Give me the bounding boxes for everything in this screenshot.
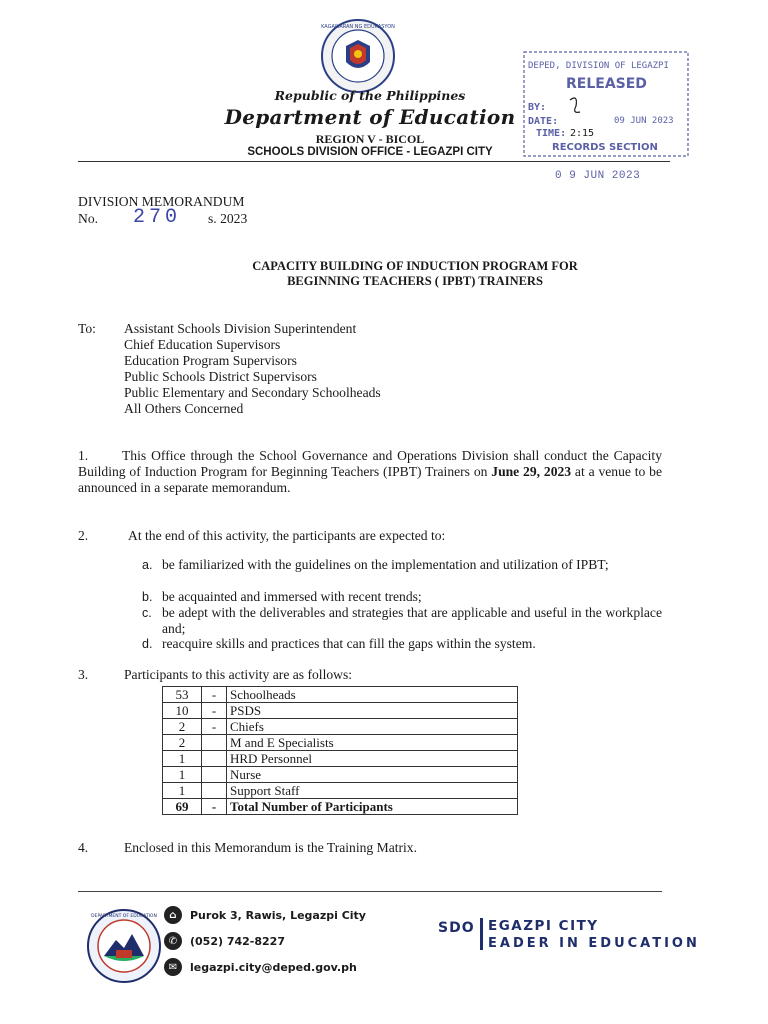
- stamp-date-value: 09 JUN 2023: [614, 116, 674, 126]
- participant-label: Total Number of Participants: [227, 799, 518, 815]
- email-text[interactable]: legazpi.city@deped.gov.ph: [190, 960, 357, 974]
- objective-mark: b.: [142, 590, 153, 604]
- table-row: [163, 751, 518, 767]
- activity-date: June 29, 2023: [491, 464, 572, 479]
- participant-count: 1: [163, 751, 202, 767]
- participant-count: 2: [163, 735, 202, 751]
- footer-address: [164, 906, 366, 924]
- paragraph-1-pre: This Office through the School Governance and Operations Division shall conduct the Capacity Building of Induction Program for Beginning Teachers (IPBT) Trainers on: [78, 448, 662, 479]
- objective-mark: a.: [142, 558, 153, 572]
- location-icon: ⌂: [164, 906, 182, 924]
- participant-label: HRD Personnel: [227, 751, 518, 767]
- paragraph-1-post: at a venue to be announced in a separate memorandum.: [78, 464, 663, 495]
- participant-dash: -: [202, 799, 227, 815]
- memo-title-line2: BEGINNING TEACHERS ( IPBT) TRAINERS: [287, 274, 543, 288]
- table-row: [163, 719, 518, 735]
- participant-label: Support Staff: [227, 783, 518, 799]
- recipient: All Others Concerned: [124, 401, 244, 416]
- stamp-office: DEPED, DIVISION OF LEGAZPI: [528, 61, 669, 71]
- stamp-time-label: TIME:: [536, 128, 567, 139]
- table-row: [163, 767, 518, 783]
- participant-label: Nurse: [227, 767, 518, 783]
- participants-table: [162, 686, 518, 815]
- paragraph-4: [78, 840, 418, 856]
- header-divider: [78, 161, 670, 162]
- stamp-status: RELEASED: [566, 76, 647, 92]
- participant-dash: [202, 735, 227, 751]
- stamp-time-value: 2:15: [570, 128, 595, 139]
- paragraph-3-text: Participants to this activity are as follows:: [124, 667, 353, 682]
- deped-division-logo-icon: [86, 908, 162, 984]
- participant-count: 10: [163, 703, 202, 719]
- participant-label: Chiefs: [227, 719, 518, 735]
- objective-mark: d.: [142, 637, 153, 651]
- released-stamp: [522, 50, 692, 158]
- recipient: Assistant Schools Division Superintendent: [124, 321, 357, 336]
- participant-label: Schoolheads: [227, 687, 518, 703]
- phone-icon: ✆: [164, 932, 182, 950]
- table-total-row: [163, 799, 518, 815]
- participant-dash: -: [202, 687, 227, 703]
- participant-dash: [202, 751, 227, 767]
- paragraph-2-text: At the end of this activity, the participants are expected to:: [128, 528, 446, 543]
- office-line: SCHOOLS DIVISION OFFICE - LEGAZPI CITY: [247, 146, 493, 158]
- participant-count: 1: [163, 783, 202, 799]
- paragraph-2: [78, 528, 446, 544]
- seal-lettering: KAGAWARAN NG EDUKASYON: [321, 24, 395, 30]
- logo-lettering: DEPARTMENT OF EDUCATION: [91, 914, 157, 919]
- recipient: Education Program Supervisors: [124, 353, 297, 368]
- brand-city: EGAZPI CITY: [488, 918, 599, 934]
- table-row: [163, 687, 518, 703]
- objective-text: be adept with the deliverables and strategies that are applicable and useful in the workplace and;: [162, 605, 662, 636]
- deped-seal-icon: [320, 18, 396, 94]
- memo-number: 270: [133, 206, 182, 229]
- paragraph-1-number: 1.: [78, 448, 89, 463]
- brand-tagline: EADER IN EDUCATION: [488, 936, 700, 951]
- table-row: [163, 735, 518, 751]
- participant-count: 53: [163, 687, 202, 703]
- participant-dash: [202, 767, 227, 783]
- region-line: REGION V - BICOL: [315, 132, 425, 146]
- participant-label: PSDS: [227, 703, 518, 719]
- paragraph-3-number: 3.: [78, 667, 89, 682]
- participant-dash: -: [202, 719, 227, 735]
- department-name: Department of Education: [224, 105, 516, 129]
- table-row: [163, 703, 518, 719]
- paragraph-3: [78, 667, 353, 683]
- paragraph-2-number: 2.: [78, 528, 89, 543]
- participant-count: 2: [163, 719, 202, 735]
- brand-l-bar: [480, 918, 483, 950]
- participant-count: 69: [163, 799, 202, 815]
- participant-dash: -: [202, 703, 227, 719]
- objective-text: be familiarized with the guidelines on the implementation and utilization of IPBT;: [162, 557, 609, 572]
- memo-series: s. 2023: [208, 211, 248, 226]
- stamp-signature-icon: [570, 98, 580, 112]
- stamp-section: RECORDS SECTION: [552, 142, 658, 153]
- paragraph-4-text: Enclosed in this Memorandum is the Training Matrix.: [124, 840, 418, 855]
- footer-email[interactable]: [164, 958, 357, 976]
- recipient-list: [124, 321, 381, 417]
- participant-label: M and E Specialists: [227, 735, 518, 751]
- footer-divider: [78, 891, 662, 892]
- received-date: 0 9 JUN 2023: [555, 170, 641, 182]
- address-text: Purok 3, Rawis, Legazpi City: [190, 908, 366, 922]
- stamp-date-label: DATE:: [528, 116, 559, 127]
- to-label: To:: [78, 321, 96, 336]
- table-row: [163, 783, 518, 799]
- paragraph-1: [78, 448, 662, 496]
- footer-phone: [164, 932, 285, 950]
- memo-no-label: No.: [78, 211, 99, 226]
- objective-mark: c.: [142, 606, 152, 620]
- memo-type: DIVISION MEMORANDUM: [78, 194, 245, 209]
- stamp-by-label: BY:: [528, 102, 547, 113]
- memo-title-line1: CAPACITY BUILDING OF INDUCTION PROGRAM FOR: [252, 259, 578, 273]
- participant-count: 1: [163, 767, 202, 783]
- recipient: Chief Education Supervisors: [124, 337, 281, 352]
- objective-text: reacquire skills and practices that can fill the gaps within the system.: [162, 636, 536, 651]
- recipient: Public Schools District Supervisors: [124, 369, 317, 384]
- paragraph-4-number: 4.: [78, 840, 89, 855]
- republic-line: Republic of the Philippines: [274, 88, 466, 103]
- phone-text: (052) 742-8227: [190, 934, 285, 948]
- participant-dash: [202, 783, 227, 799]
- recipient: Public Elementary and Secondary Schoolheads: [124, 385, 381, 400]
- objective-text: be acquainted and immersed with recent trends;: [162, 589, 422, 604]
- memo-title: [150, 259, 680, 289]
- brand-sdo: SDO: [438, 920, 475, 936]
- email-icon: ✉: [164, 958, 182, 976]
